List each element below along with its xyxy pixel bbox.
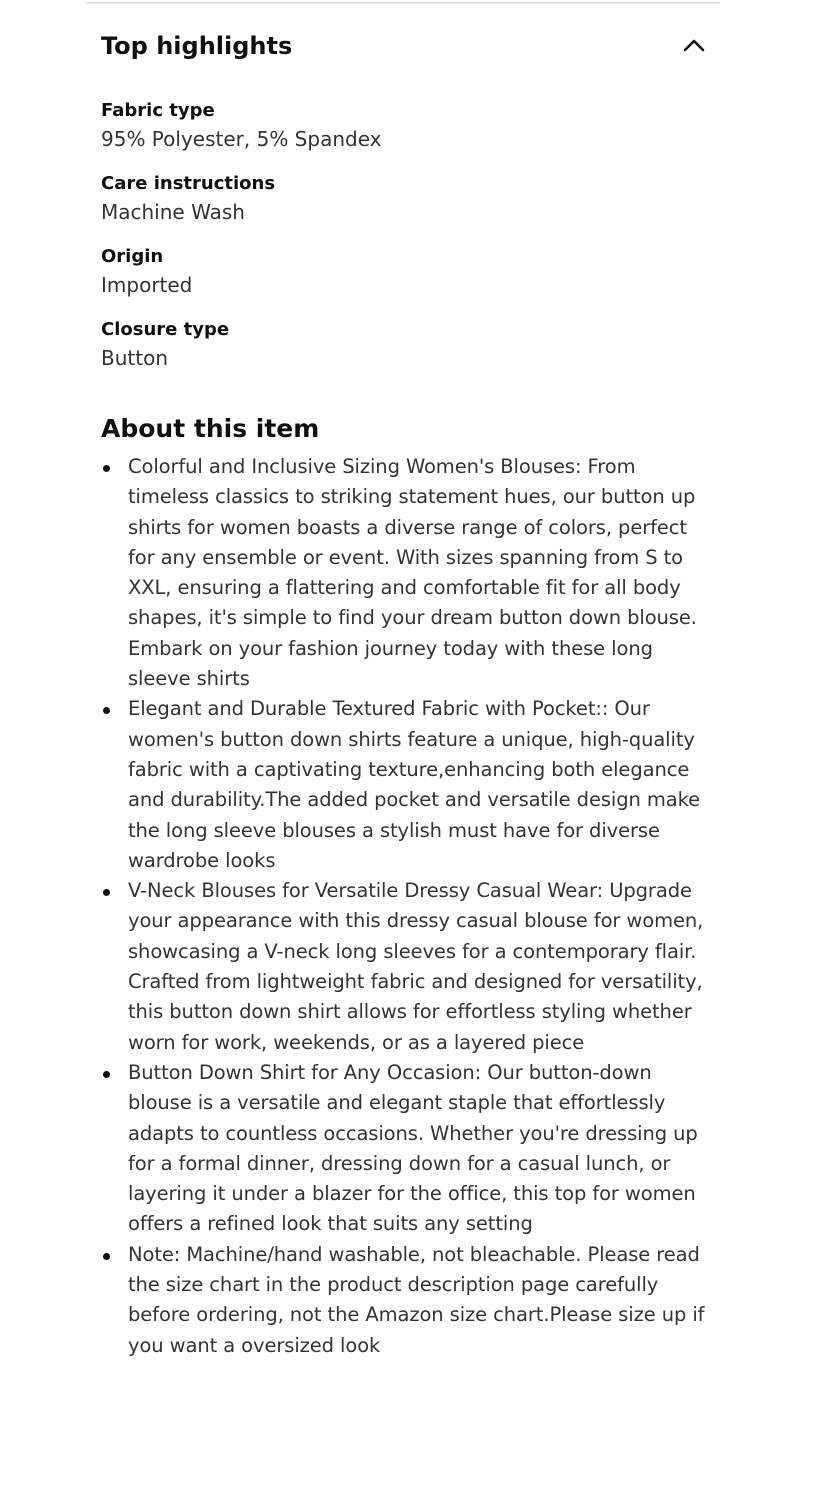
list-item (101, 1240, 711, 1361)
highlight-label: Care instructions (101, 173, 276, 194)
highlight-label: Origin (101, 246, 164, 267)
bullet-dot-icon (103, 1253, 110, 1260)
bullet-text: Button Down Shirt for Any Occasion: Our button-down blouse is a versatile and elegant staple that effortlessly adapts to countless occasions. Whether you're dressing up for a formal dinner, dressing down for a casual lunch, or layering it under a blazer for the office, this top for women offers a refined look that suits any setting (128, 1060, 698, 1236)
highlight-value: 95% Polyester, 5% Spandex (101, 127, 382, 151)
top-highlights-list (101, 98, 711, 390)
list-item (101, 694, 711, 876)
top-highlights-title: Top highlights (101, 32, 293, 60)
bullet-dot-icon (103, 1071, 110, 1078)
bullet-dot-icon (103, 889, 110, 896)
chevron-up-icon[interactable] (683, 38, 705, 52)
highlight-care-instructions (101, 171, 711, 244)
list-item (101, 876, 711, 1058)
highlight-label: Closure type (101, 319, 230, 340)
bullet-dot-icon (103, 707, 110, 714)
bullet-dot-icon (103, 465, 110, 472)
highlight-value: Machine Wash (101, 200, 245, 224)
bullet-text: Elegant and Durable Textured Fabric with Pocket:: Our women's button down shirts feature a unique, high-quality fabric with a captivating texture,enhancing both elegance and durability.The added pocket and versatile design make the long sleeve blouses a stylish must have for diverse wardrobe looks (128, 697, 700, 872)
highlight-fabric-type (101, 98, 711, 171)
bullet-text: V-Neck Blouses for Versatile Dressy Casual Wear: Upgrade your appearance with this dressy casual blouse for women, showcasing a V-neck long sleeves for a contemporary flair. Crafted from lightweight fabric and designed for versatility, this button down shirt allows for effortless styling whether worn for work, weekends, or as a layered piece (128, 879, 704, 1054)
highlight-value: Imported (101, 273, 193, 297)
list-item (101, 452, 711, 694)
highlight-closure-type (101, 317, 711, 390)
top-highlights-header[interactable] (101, 28, 711, 64)
highlight-origin (101, 244, 711, 317)
about-bullets-list (101, 452, 711, 1361)
section-divider (86, 2, 720, 4)
bullet-text: Colorful and Inclusive Sizing Women's Blouses: From timeless classics to striking statement hues, our button up shirts for women boasts a diverse range of colors, perfect for any ensemble or event. With sizes spanning from S to XXL, ensuring a flattering and comfortable fit for all body shapes, it's simple to find your dream button down blouse. Embark on your fashion journey today with these long sleeve shirts (128, 455, 697, 691)
about-this-item-title: About this item (101, 414, 320, 443)
list-item (101, 1058, 711, 1240)
highlight-value: Button (101, 346, 168, 370)
bullet-text: Note: Machine/hand washable, not bleachable. Please read the size chart in the product description page carefully before ordering, not the Amazon size chart.Please size up if you want a oversized look (128, 1242, 705, 1357)
highlight-label: Fabric type (101, 100, 215, 121)
